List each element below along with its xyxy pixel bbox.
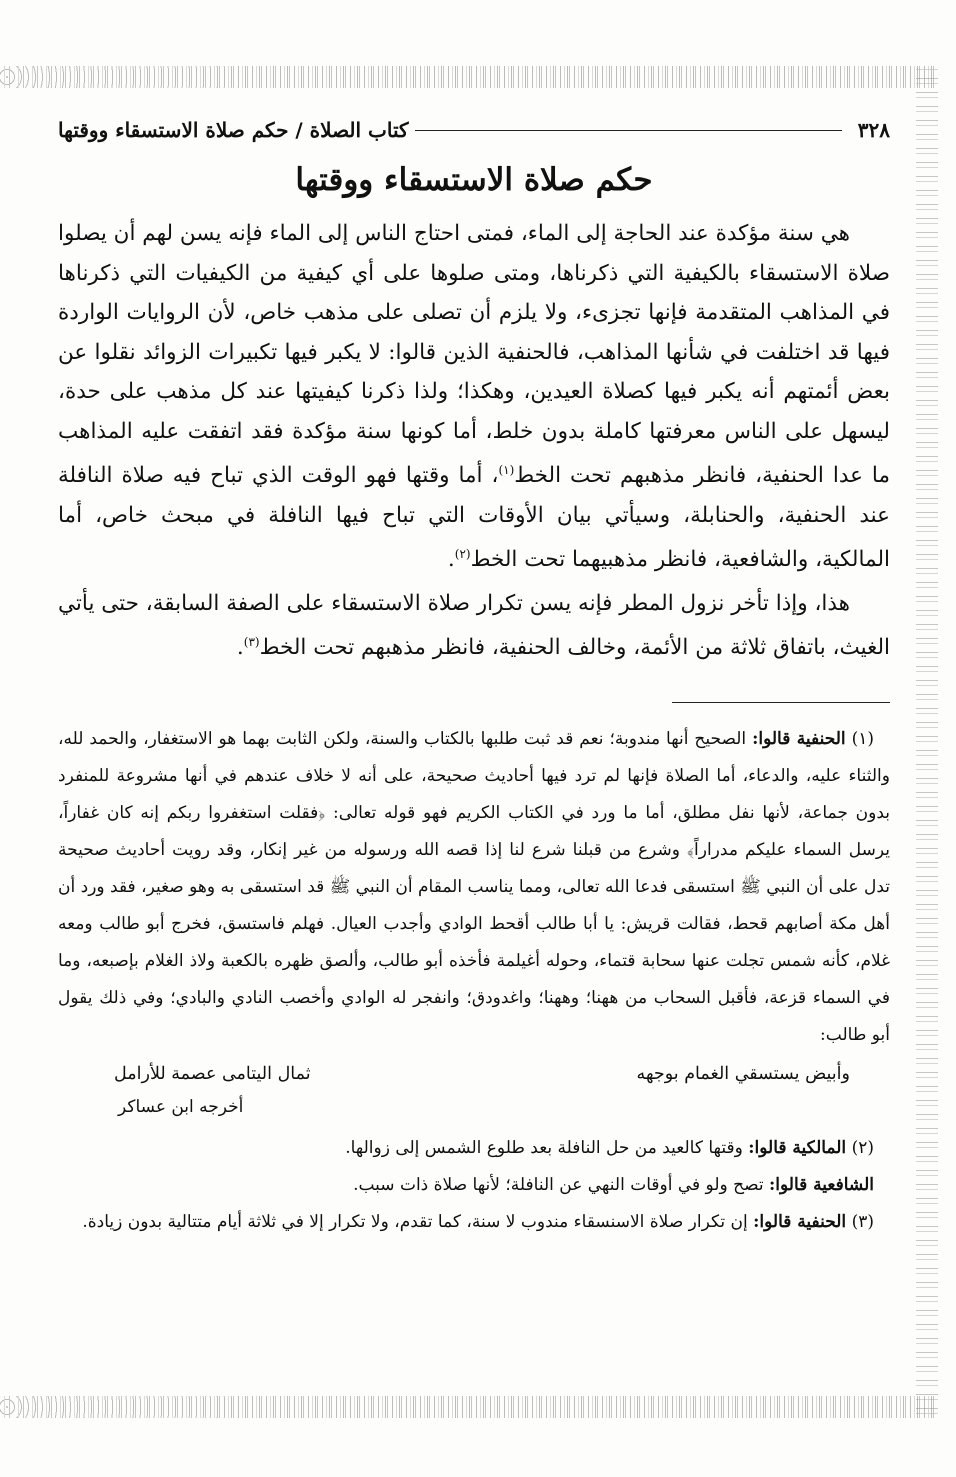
- ornamental-border-top: [0, 66, 934, 88]
- verse-second-hemistich: ثمال اليتامى عصمة للأرامل: [114, 1063, 311, 1084]
- footnote-3-number: (٣): [851, 1211, 874, 1232]
- page-content: [58, 108, 890, 1241]
- footnote-3-label: الحنفية قالوا:: [753, 1211, 847, 1232]
- ornamental-border-bottom: [0, 1396, 934, 1418]
- footnote-1: [58, 721, 890, 1054]
- paragraph-2-text: هذا، وإذا تأخر نزول المطر فإنه يسن تكرار صلاة الاستسقاء على الصفة السابقة، حتى يأتي الغيث، باتفاق ثلاثة من الأئمة، وخالف الحنفية، فانظر مذهبهم تحت الخط: [57, 590, 890, 661]
- footnote-2: [58, 1130, 890, 1167]
- footnote-2b-text: تصح ولو في أوقات النهي عن النافلة؛ لأنها صلاة ذات سبب.: [353, 1174, 769, 1195]
- footnote-3: [58, 1204, 890, 1241]
- footnote-1-number: (١): [851, 728, 875, 749]
- citation: أخرجه ابن عساكر: [118, 1096, 244, 1117]
- page-number: ٣٢٨: [857, 118, 890, 142]
- footnote-ref-1: (١): [498, 463, 515, 477]
- paragraph-1: [58, 214, 890, 580]
- footnote-2-label: المالكية قالوا:: [748, 1137, 847, 1158]
- footnote-2-text: وقتها كالعيد من حل النافلة بعد طلوع الشمس إلى زوالها.: [345, 1137, 749, 1158]
- paragraph-2: [58, 584, 890, 668]
- footnote-2b: [58, 1167, 890, 1204]
- footnote-1-label: الحنفية قالوا:: [752, 728, 846, 749]
- main-text: [58, 214, 890, 668]
- header-rule: [415, 130, 842, 131]
- footnote-2-number: (٢): [851, 1137, 874, 1158]
- paragraph-2-end: .: [236, 635, 244, 661]
- running-title: كتاب الصلاة / حكم صلاة الاستسقاء ووقتها: [58, 118, 409, 142]
- running-header: [58, 108, 890, 152]
- verse-first-hemistich: وأبيض يستسقي الغمام بوجهه: [636, 1063, 850, 1084]
- footnote-2b-label: الشافعية قالوا:: [768, 1174, 874, 1195]
- section-title: حكم صلاة الاستسقاء ووقتها: [295, 162, 653, 198]
- footnote-3-text: إن تكرار صلاة الاسنسقاء مندوب لا سنة، كما تقدم، ولا تكرار إلا في ثلاثة أيام متتالية بدون زيادة.: [82, 1211, 754, 1232]
- paragraph-1-text-a: هي سنة مؤكدة عند الحاجة إلى الماء، فمتى احتاج الناس إلى الماء فإنه يسن لهم أن يصلوا صلاة الاستسقاء بالكيفية التي ذكرناها، ومتى صلوها على أي كيفية من الكيفيات التي ذكرناها في المذاهب المتقدمة فإنها تجزىء، ولا يلزم أن تصلى على مذهب خاص، لأن الروايات الواردة فيها قد اختلفت في شأنها المذاهب، فالحنفية الذين قالوا: لا يكبر فيها تكبيرات الزوائد نقلوا عن بعض أئمتهم أنه يكبر فيها كصلاة العيدين، وهكذا؛ ولذا ذكرنا كيفيتها عند كل مذهب على حدة، ليسهل على الناس معرفتها كاملة بدون خلط، أما كونها سنة مؤكدة فقد اتفقت عليه المذاهب ما عدا الحنفية، فانظر مذهبهم تحت الخط: [58, 221, 890, 489]
- footnote-ref-2: (٢): [454, 547, 471, 562]
- ornamental-border-side: [916, 66, 938, 1418]
- paragraph-1-end: .: [447, 547, 455, 573]
- paragraph-1-text-b: ، أما وقتها فهو الوقت الذي تباح فيه صلاة النافلة عند الحنفية، والحنابلة، وسيأتي بيان الأوقات التي تباح فيها النافلة في مبحث خاص، أما المالكية، والشافعية، فانظر مذهبيهما تحت الخط: [58, 463, 890, 573]
- footnote-ref-3: (٣): [243, 635, 260, 650]
- poem-verse: [58, 1054, 890, 1094]
- footnote-separator: [672, 702, 890, 703]
- footnote-1-text: الصحيح أنها مندوبة؛ نعم قد ثبت طلبها بالكتاب والسنة، ولكن الثابت بهما هو الاستغفار، والحمد لله، والثناء عليه، والدعاء، أما الصلاة فإنها لم ترد فيها أحاديث صحيحة، على أنه لا خلاف عندهم في أنها مشروعة للمنفرد بدون جماعة، لأنها نفل مطلق، أما ما ورد في الكتاب الكريم فهو قوله تعالى: ﴿فقلت استغفروا ربكم إنه كان غفاراً، يرسل السماء عليكم مدراراً﴾ وشرع من قبلنا شرع لنا إذا قصه الله ورسوله من غير إنكار، وقد رويت أحاديث صحيحة تدل على أن النبي ﷺ استسقى فدعا الله تعالى، ومما يناسب المقام أن النبي ﷺ قد استسقى به وهو صغير، فقد ورد أن أهل مكة أصابهم قحط، فقالت قريش: يا أبا طالب أقحط الوادي وأجدب العيال. فهلم فاستسق، فخرج أبو طالب ومعه غلام، كأنه شمس تجلت عنها سحابة قتماء، وحوله أغيلمة فأخذه أبو طالب، وألصق ظهره بالكعبة ولاذ الغلام بإصبعه، وما في السماء قزعة، فأقبل السحاب من ههنا؛ وههنا؛ واغدودق؛ وانفجر له الوادي وأخصب النادي والبادي؛ وفي ذلك يقول أبو طالب:: [58, 728, 890, 1045]
- footnotes: [58, 721, 890, 1241]
